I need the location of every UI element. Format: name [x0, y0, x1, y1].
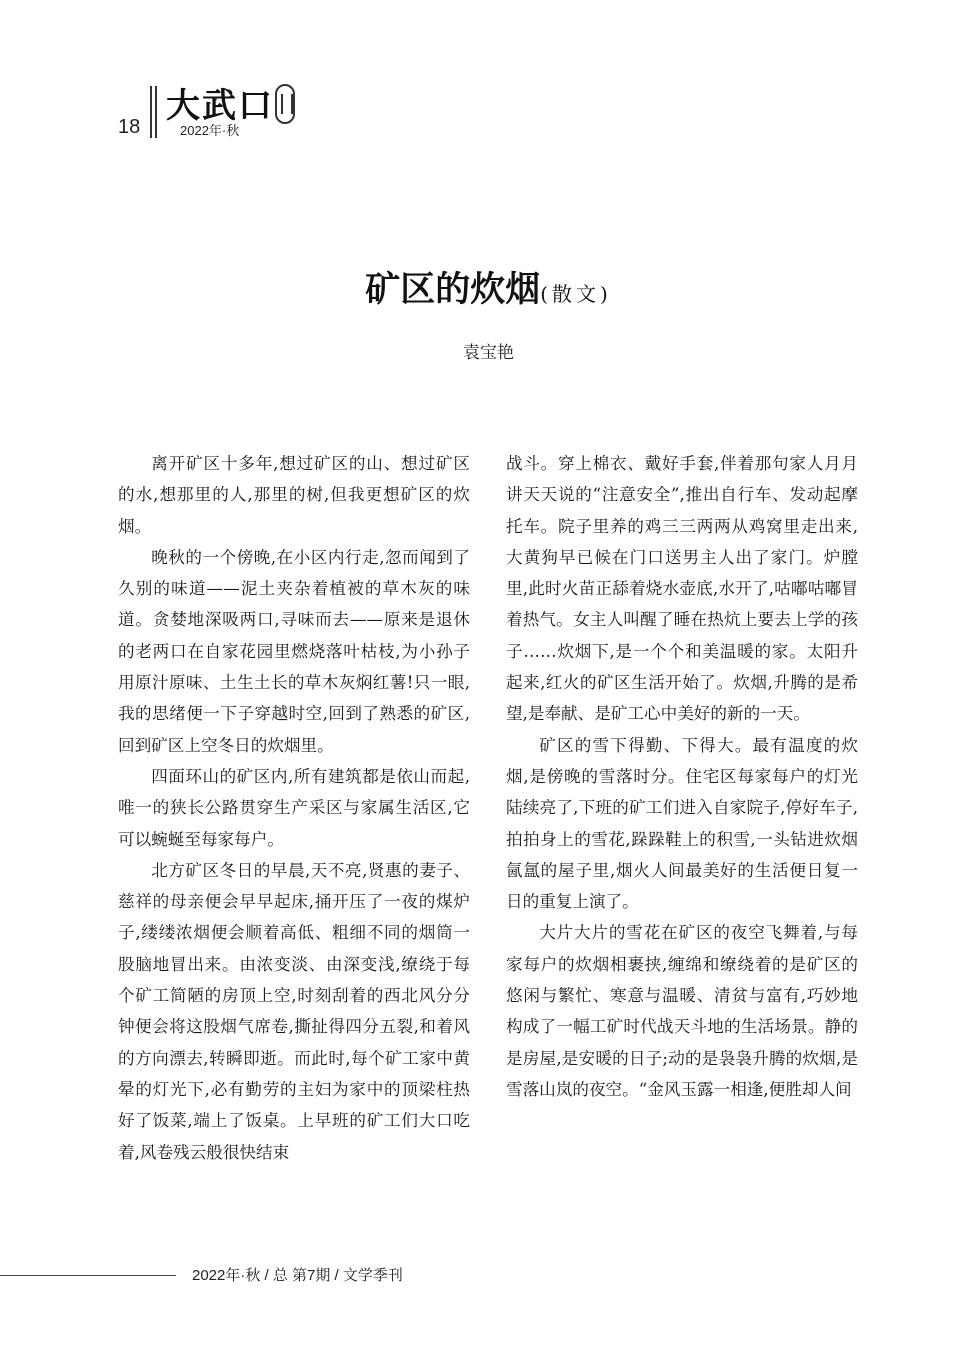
- paragraph: 四面环山的矿区内,所有建筑都是依山而起,唯一的狭长公路贯穿生产采区与家属生活区,它可以蜿蜒至每家每户。: [118, 766, 470, 849]
- footer-text: 2022年·秋 / 总 第7期 / 文学季刊: [192, 1267, 403, 1284]
- article-title: 矿区的炊烟: [365, 269, 541, 310]
- text-column-left: [118, 448, 470, 1168]
- paragraph: 晚秋的一个傍晚,在小区内行走,忽而闻到了久别的味道——泥土夹杂着植被的草木灰的味道。贪婪地深吸两口,寻味而去——原来是退休的老两口在自家花园里燃烧落叶枯枝,为小孙子用原汁原味、土生土长的草木灰焖红薯!只一眼,我的思绪便一下子穿越时空,回到了熟悉的矿区,回到矿区上空冬日的炊烟里。: [118, 547, 470, 755]
- paragraph-continuation: 战斗。穿上棉衣、戴好手套,伴着那句家人月月讲天天说的“注意安全”,推出自行车、发动起摩托车。院子里养的鸡三三两两从鸡窝里走出来,大黄狗早已候在门口送男主人出了家门。炉膛里,此时火苗正舔着烧水壶底,水开了,咕嘟咕嘟冒着热气。女主人叫醒了睡在热炕上要去上学的孩子……炊烟下,是一个个和美温暖的家。太阳升起来,红火的矿区生活开始了。炊烟,升腾的是希望,是奉献、是矿工心中美好的新的一天。: [506, 454, 858, 724]
- header-divider: [150, 86, 152, 138]
- header-issue: 2022年·秋: [180, 123, 240, 138]
- article-genre: (散文): [540, 282, 612, 306]
- seal-icon: [275, 84, 295, 124]
- masthead-logo: 大武口: [166, 86, 274, 126]
- header-divider: [155, 86, 157, 138]
- article-heading: [0, 262, 977, 312]
- paragraph: 矿区的雪下得勤、下得大。最有温度的炊烟,是傍晚的雪落时分。住宅区每家每户的灯光陆续亮了,下班的矿工们进入自家院子,停好车子,拍拍身上的雪花,跺跺鞋上的积雪,一头钻进炊烟氤氲的屋子里,烟火人间最美好的生活便日复一日的重复上演了。: [506, 735, 858, 912]
- text-column-right: [506, 448, 858, 1105]
- paragraph: 北方矿区冬日的早晨,天不亮,贤惠的妻子、慈祥的母亲便会早早起床,捅开压了一夜的煤炉子,缕缕浓烟便会顺着高低、粗细不同的烟筒一股脑地冒出来。由浓变淡、由深变浅,缭绕于每个矿工简陋的房顶上空,时刻刮着的西北风分分钟便会将这股烟气席卷,撕扯得四分五裂,和着风的方向漂去,转瞬即逝。而此时,每个矿工家中黄晕的灯光下,必有勤劳的主妇为家中的顶梁柱热好了饭菜,端上了饭桌。上早班的矿工们大口吃着,风卷残云般很快结束: [118, 860, 470, 1162]
- paragraph: 离开矿区十多年,想过矿区的山、想过矿区的水,想那里的人,那里的树,但我更想矿区的炊烟。: [118, 454, 470, 536]
- article-author: 袁宝艳: [463, 343, 514, 363]
- footer-rule: [0, 1275, 176, 1276]
- paragraph: 大片大片的雪花在矿区的夜空飞舞着,与每家每户的炊烟相裹挟,缠绵和缭绕着的是矿区的悠闲与繁忙、寒意与温暖、清贫与富有,巧妙地构成了一幅工矿时代战天斗地的生活场景。静的是房屋,是安暖的日子;动的是袅袅升腾的炊烟,是雪落山岚的夜空。“金风玉露一相逢,便胜却人间: [506, 923, 858, 1099]
- page-number: 18: [118, 116, 141, 138]
